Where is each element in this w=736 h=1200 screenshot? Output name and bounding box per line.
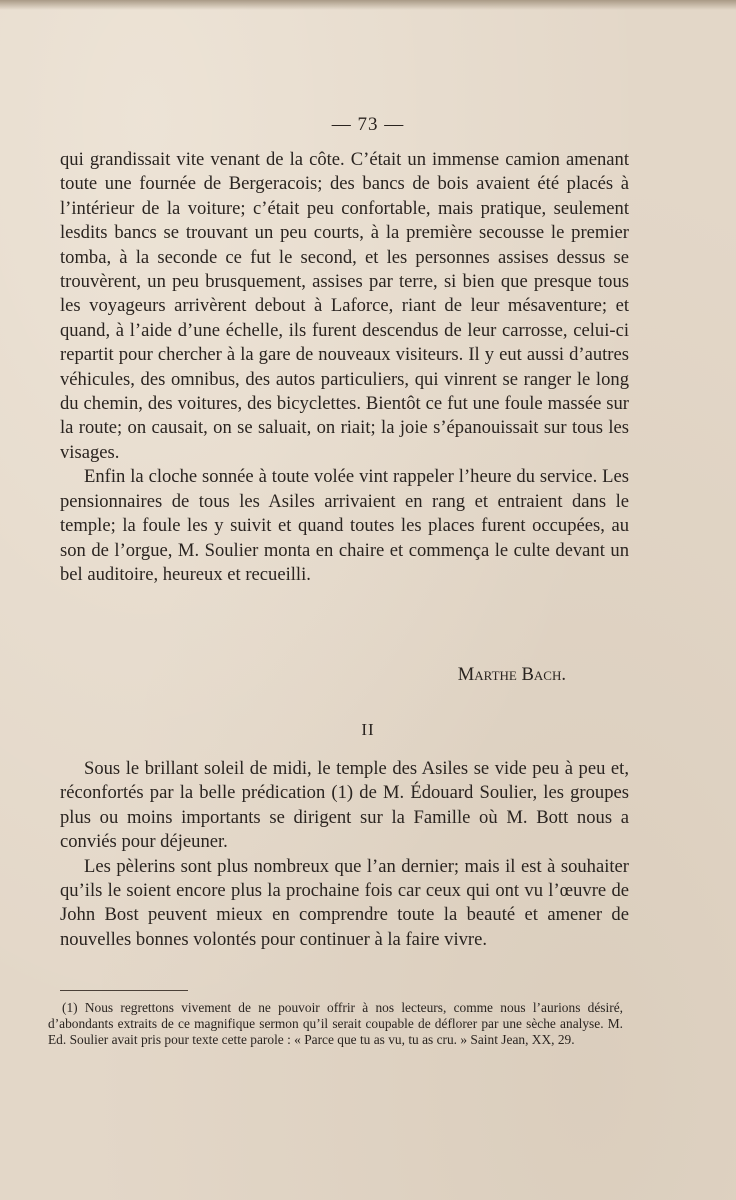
page-top-edge bbox=[0, 0, 736, 10]
article-body-part-1 bbox=[60, 148, 629, 587]
paragraph-pilgrims: Les pèlerins sont plus nombreux que l’an dernier; mais il est à souhaiter qu’ils le soient encore plus la prochaine fois car ceux qui ont vu l’œuvre de John Bost peuvent mieux en comprendre toute la beauté et amener de nouvelles bonnes volontés pour continuer à la faire vivre. bbox=[60, 855, 629, 950]
footnote-text: (1) Nous regrettons vivement de ne pouvoir offrir à nos lecteurs, comme nous l’aurions désiré, d’abondants extraits de ce magnifique sermon qu’il serait coupable de déflorer par une sèche analyse. M. Ed. Soulier avait pris pour texte cette parole : « Parce que tu as vu, tu as cru. » Saint Jean, XX, 29. bbox=[48, 1000, 623, 1047]
paragraph-continued: qui grandissait vite venant de la côte. C’était un immense camion amenant toute une fournée de Bergeracois; des bancs de bois avaient été placés à l’intérieur de la voiture; c’était peu confortable, mais pratique, seulement lesdits bancs se trouvant un peu courts, à la première secousse le premier tomba, à la seconde ce fut le second, et les personnes assises dessus se trouvèrent, un peu brusquement, assises par terre, si bien que presque tous les voyageurs arrivèrent debout à Laforce, riant de leur mésaventure; et quand, à l’aide d’une échelle, ils furent descendus de leur carrosse, celui-ci repartit pour chercher à la gare de nouveaux visiteurs. Il y eut aussi d’autres véhicules, des omnibus, des autos particuliers, qui vinrent se ranger le long du chemin, des voitures, des bicyclettes. Bientôt ce fut une foule massée sur la route; on causait, on se saluait, on riait; la joie s’épanouissait sur tous les visages. bbox=[60, 149, 629, 463]
page-number: — 73 — bbox=[331, 114, 405, 135]
paragraph-service: Enfin la cloche sonnée à toute volée vint rappeler l’heure du service. Les pensionnaires de tous les Asiles arrivaient en rang et entraient dans le temple; la foule les y suivit et quand toutes les places furent occupées, au son de l’orgue, M. Soulier monta en chaire et commença le culte devant un bel auditoire, heureux et recueilli. bbox=[60, 466, 629, 585]
paragraph-midday: Sous le brillant soleil de midi, le temple des Asiles se vide peu à peu et, réconfortés par la belle prédication (1) de M. Édouard Soulier, les groupes plus ou moins importants se dirigent sur la Famille où M. Bott nous a conviés pour déjeuner. bbox=[60, 758, 629, 853]
author-signature: Marthe Bach. bbox=[457, 664, 566, 685]
section-heading: II bbox=[361, 720, 375, 739]
footnote bbox=[48, 1000, 623, 1048]
article-body-part-2 bbox=[60, 757, 629, 952]
footnote-divider bbox=[60, 990, 188, 991]
